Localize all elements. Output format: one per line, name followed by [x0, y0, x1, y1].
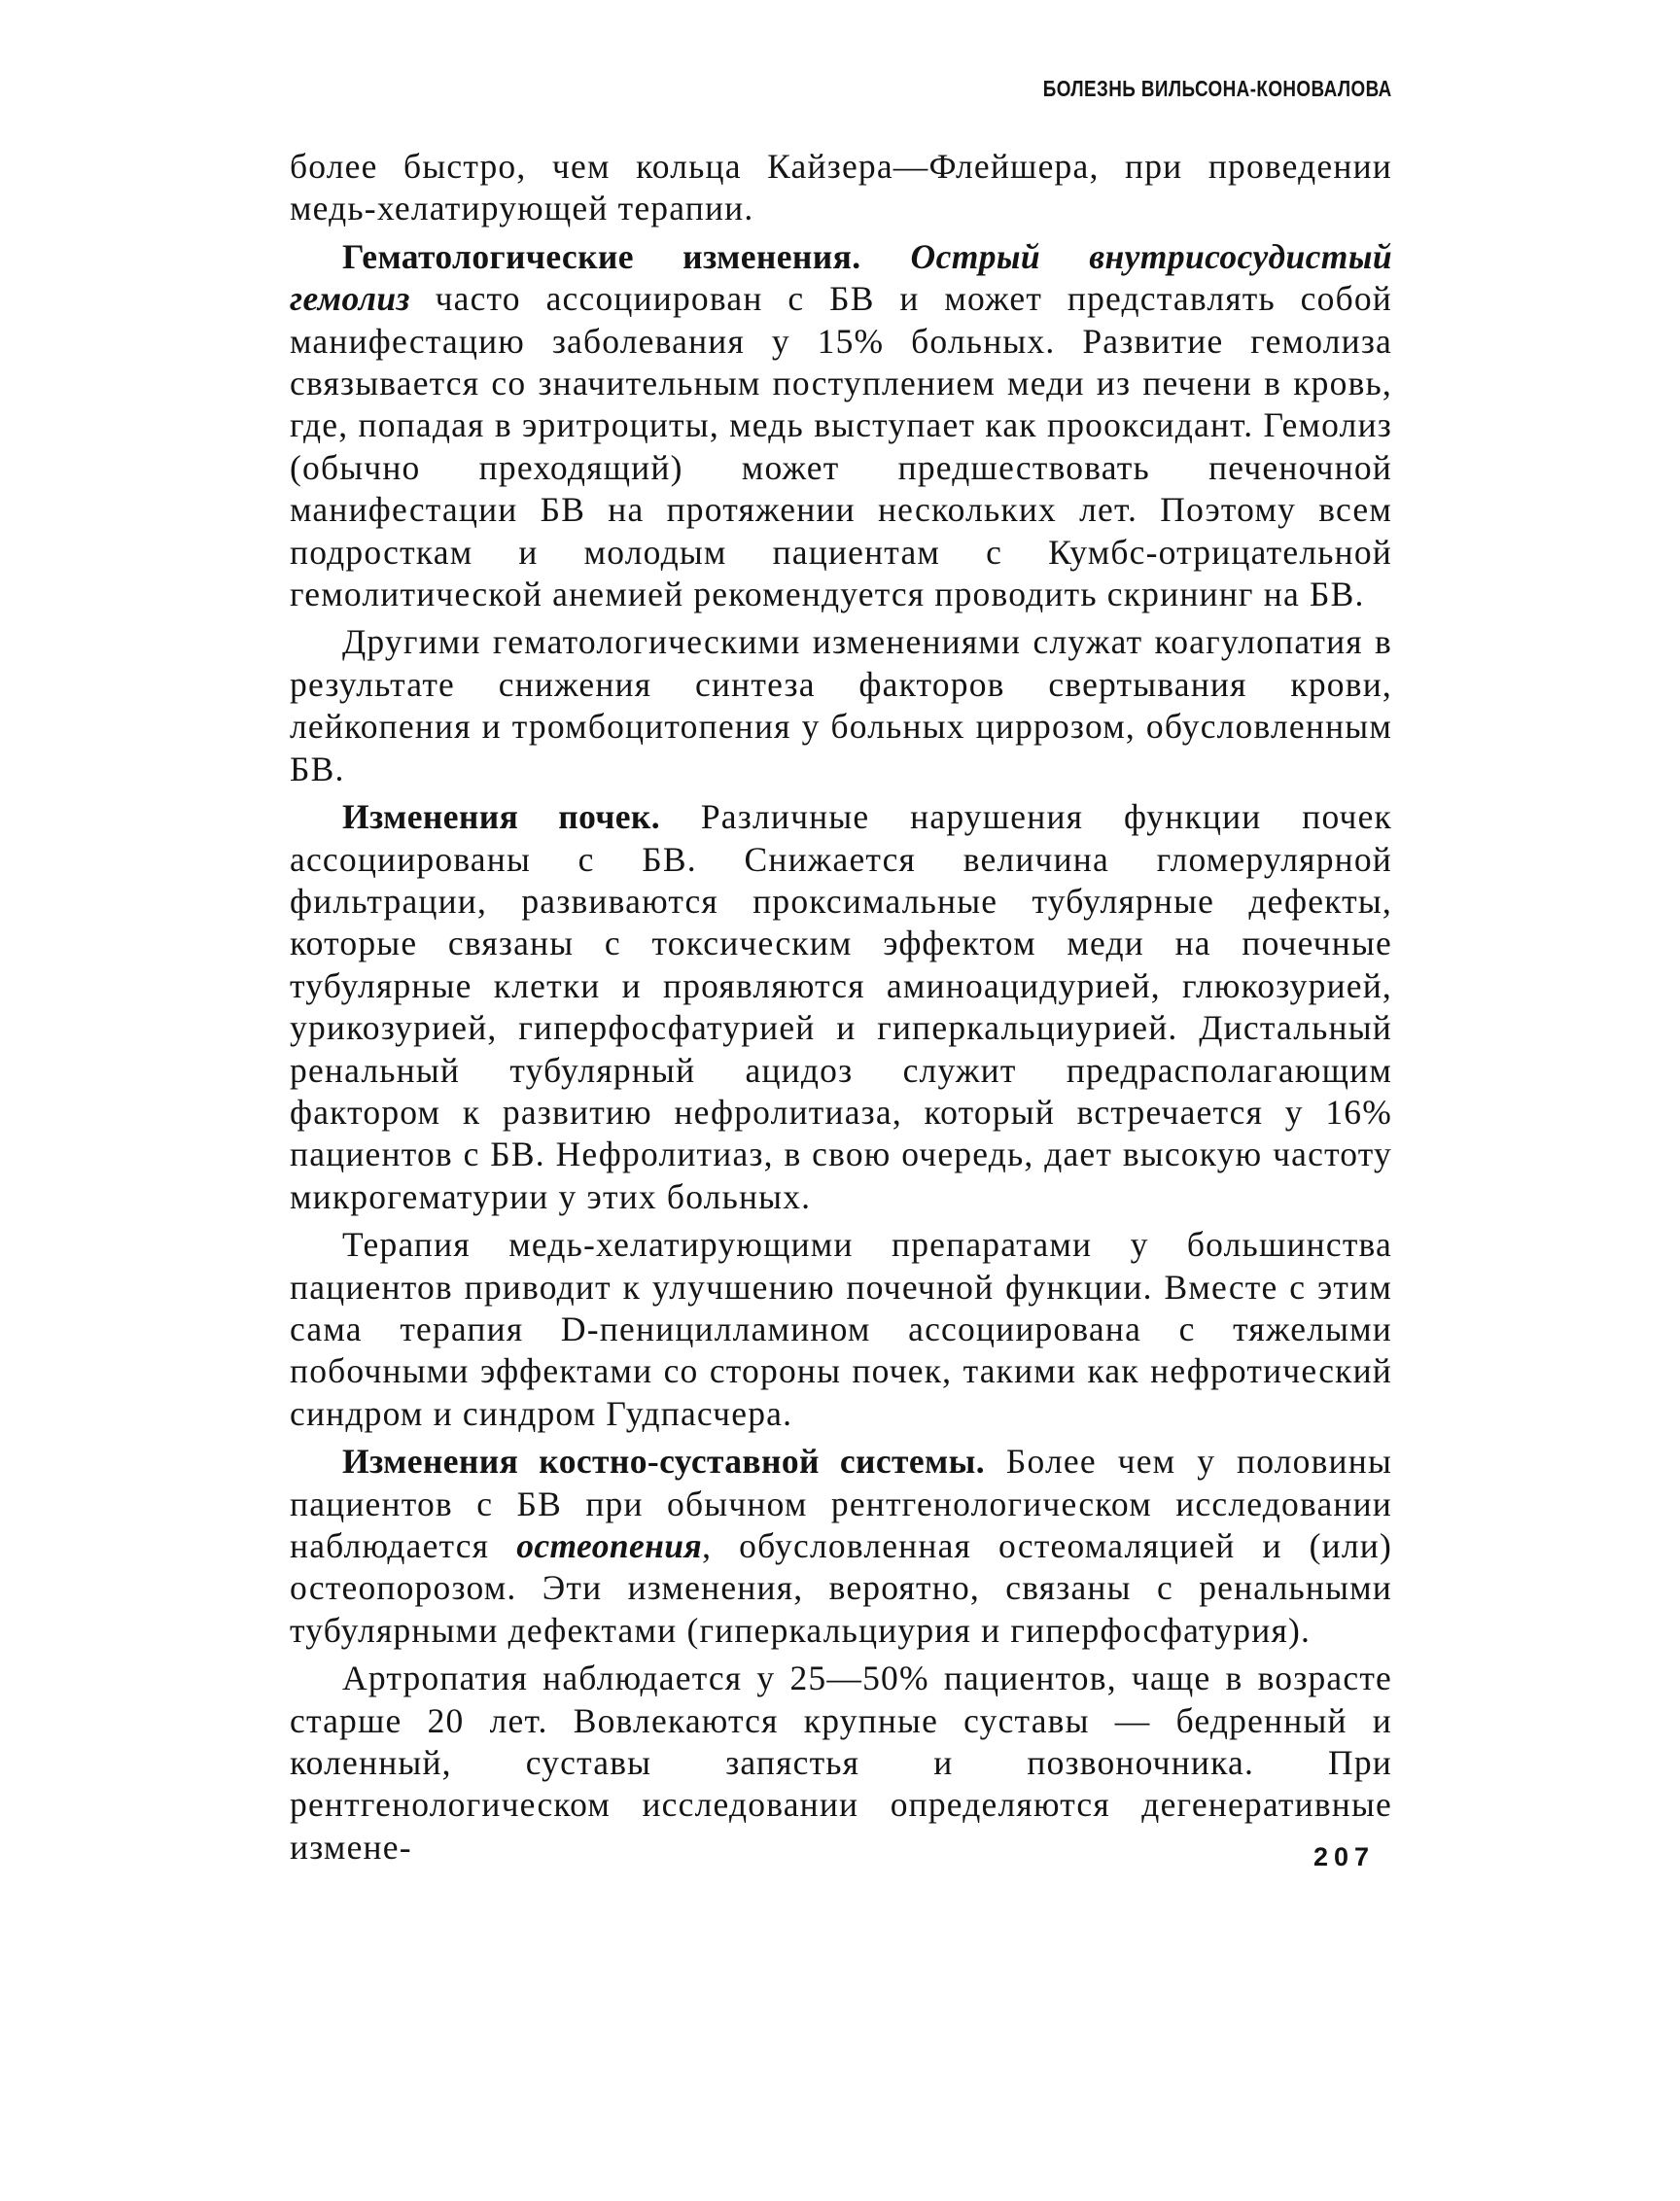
paragraph-bones-joints — [290, 1441, 1392, 1652]
paragraph-arthropathy: Артропатия наблюдается у 25—50% пациентов, чаще в возрасте старше 20 лет. Вовлекаются крупные суставы — бедренный и коленный, суставы запястья и позвоночника. При рентгенологическом исследовании определяются дегенеративные измене- — [290, 1659, 1392, 1867]
paragraph-hematology — [290, 236, 1392, 616]
page-number: 207 — [1312, 1842, 1375, 1871]
paragraph-chelation-therapy: Терапия медь-хелатирующими препаратами у большинства пациентов приводит к улучшению почечной функции. Вместе с этим сама терапия D-пеницилламином ассоциирована с тяжелыми побочными эффектами со стороны почек, такими как нефротический синдром и синдром Гудпасчера. — [290, 1225, 1392, 1433]
paragraph-text: часто ассоциирован с БВ и может представлять собой манифестацию заболевания у 15% больных. Развитие гемолиза связывается со значительным поступлением меди из печени в кровь, где, попадая в эритроциты, медь выступает как прооксидант. Гемолиз (обычно преходящий) может предшествовать печеночной манифестации БВ на протяжении нескольких лет. Поэтому всем подросткам и молодым пациентам с Кумбс-отрицательной гемолитической анемией рекомендуется проводить скрининг на БВ. — [290, 279, 1392, 614]
paragraph-coagulopathy: Другими гематологическими изменениями служат коагулопатия в результате снижения синтеза факторов свертывания крови, лейкопения и тромбоцитопения у больных циррозом, обусловленным БВ. — [290, 622, 1392, 788]
section-heading-bones-joints: Изменения костно-суставной системы. — [342, 1442, 986, 1482]
page-body — [290, 146, 1392, 1869]
running-header: БОЛЕЗНЬ ВИЛЬСОНА-КОНОВАЛОВА — [1043, 76, 1392, 101]
paragraph-continuation: более быстро, чем кольца Кайзера—Флейшера, при проведении медь-хелатирующей терапии. — [290, 147, 1392, 228]
section-heading-kidneys: Изменения почек. — [342, 797, 661, 837]
term-osteopenia: остеопения — [516, 1526, 703, 1565]
section-heading-hematology: Гематологические изменения. — [342, 236, 861, 276]
paragraph-kidneys — [290, 796, 1392, 1218]
paragraph-text: Более чем у половины пациентов с БВ при обычном рентгенологическом исследовании наблюдается — [290, 1442, 1392, 1565]
term-hemolysis: Острый внутрисосудистый гемолиз — [290, 236, 1392, 319]
paragraph-text: Различные нарушения функции почек ассоциированы с БВ. Снижается величина гломерулярной фильтрации, развиваются проксимальные тубулярные дефекты, которые связаны с токсическим эффектом меди на почечные тубулярные клетки и проявляются аминоацидурией, глюкозурией, урикозурией, гиперфосфатурией и гиперкальциурией. Дистальный ренальный тубулярный ацидоз служит предрасполагающим фактором к развитию нефролитиаза, который встречается у 16% пациентов с БВ. Нефролитиаз, в свою очередь, дает высокую частоту микрогематурии у этих больных. — [290, 797, 1392, 1216]
paragraph-text: , обусловленная остеомаляцией и (или) остеопорозом. Эти изменения, вероятно, связаны с ренальными тубулярными дефектами (гиперкальциурия и гиперфосфатурия). — [290, 1526, 1393, 1650]
